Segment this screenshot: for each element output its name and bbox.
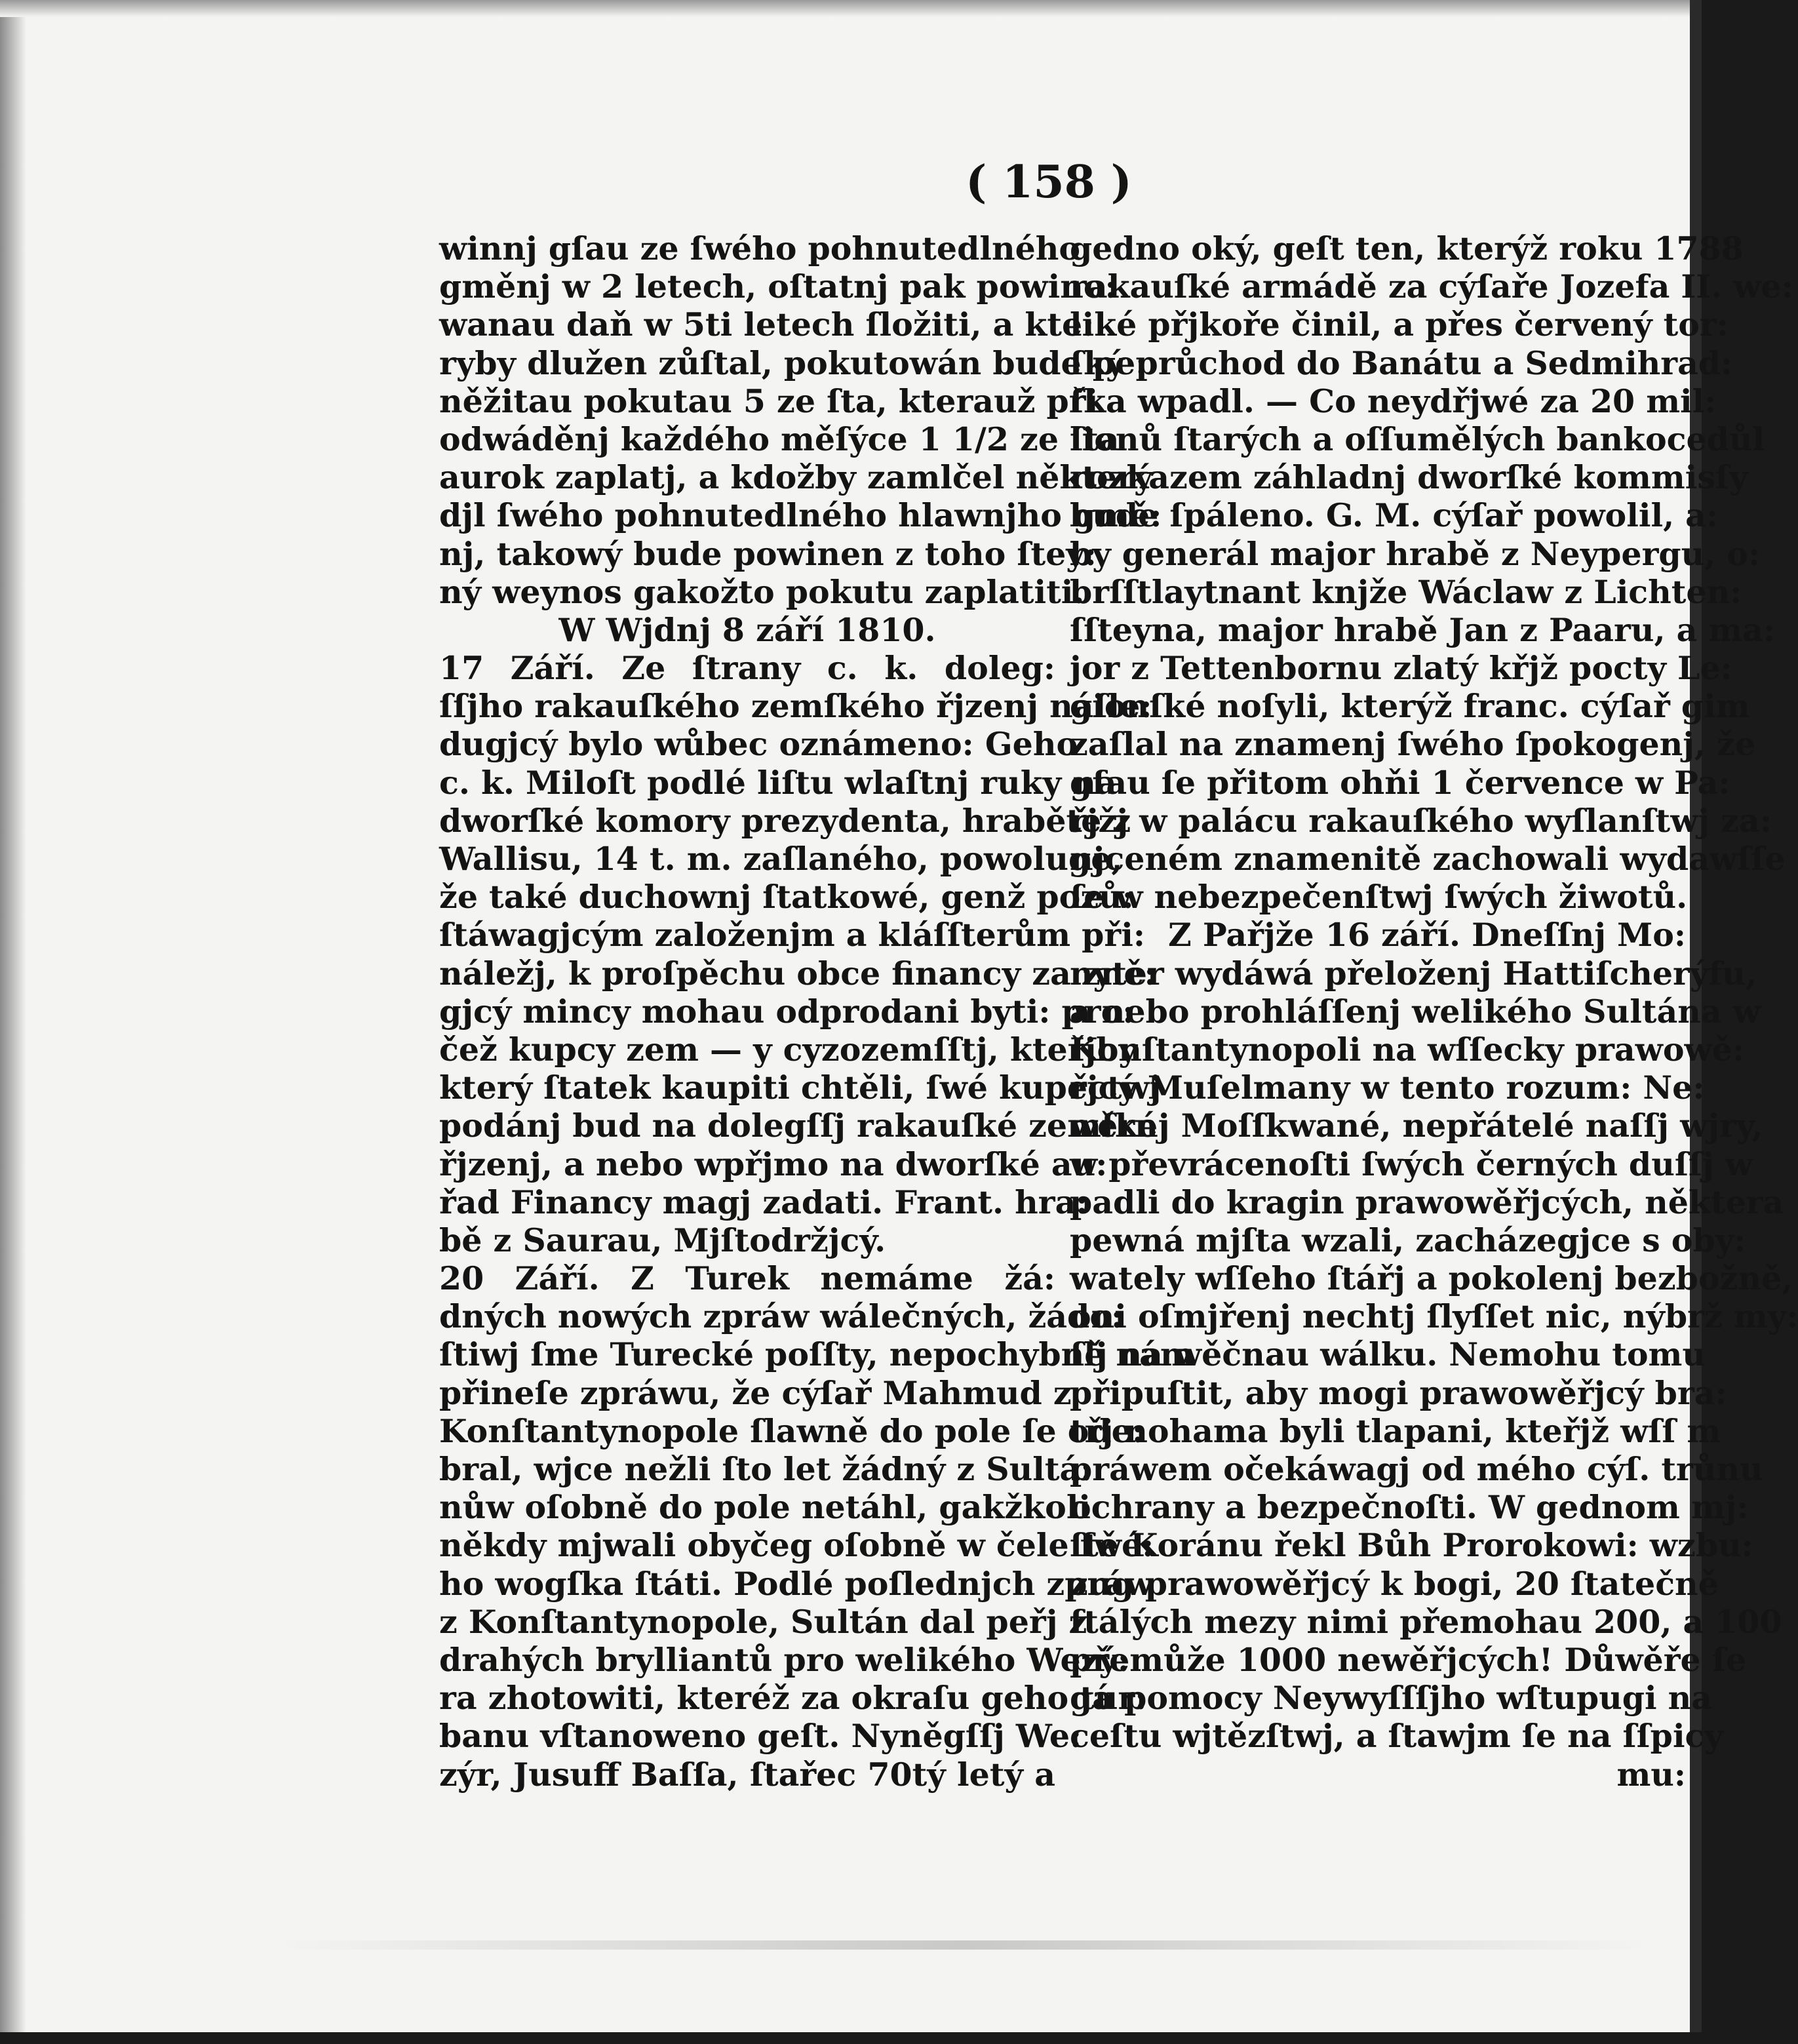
text-line: lionů ſtarých a oſſumělých bankocedůl [1070,420,1765,458]
text-line: práwem očekáwagj od mého cýſ. trůnu [1070,1450,1763,1488]
text-line: dných nowých zpráw wálečných, žádo: [439,1297,1124,1336]
text-line: gá pomocy Neywyſſſjho wſtupugi na [1070,1679,1713,1718]
text-line: zug prawowěřjcý k bogi, 20 ſtatečně [1070,1564,1719,1603]
text-line: z Konſtantynopole, Sultán dal peřj z [439,1602,1087,1641]
text-line: oni oſmjřenj nechtj ſlyſſet nic, nýbrž my: [1070,1297,1798,1336]
left-column [439,229,1194,1794]
text-line: přineſe zpráwu, že cýſař Mahmud z [439,1373,1072,1412]
text-line: Konſtantynopole ſlawně do pole ſe ode: [439,1411,1144,1450]
text-line: ſtě Koránu řekl Bůh Prorokowi: wzbu: [1070,1526,1753,1565]
text-line: jor z Tettenbornu zlatý křjž pocty Le: [1070,649,1732,688]
text-line: ochrany a bezpečnoſti. W gednom mj: [1070,1488,1749,1527]
text-line: dugjcý bylo wůbec oznámeno: Geho [439,725,1078,764]
text-line: nůw oſobně do pole netáhl, gakžkoli [439,1488,1091,1527]
text-line: W Wjdnj 8 září 1810. [558,610,936,649]
text-line: ſlj na wěčnau wálku. Nemohu tomu [1070,1335,1706,1374]
text-line: přemůže 1000 newěřjcých! Důwěře ſe [1070,1640,1747,1679]
text-line: ſký průchod do Banátu a Sedmihrad: [1070,344,1733,382]
text-line: řjcý Muſelmany w tento rozum: Ne: [1070,1069,1705,1107]
text-line: liké přjkoře činil, a přes červený tor: [1070,305,1729,344]
text-line: ceſtu wjtězſtwj, a ſtawjm ſe na ſſpicy [1070,1717,1723,1756]
text-line: mu: [1616,1755,1686,1794]
text-line: ſtiwj ſme Turecké poſſty, nepochybně nám [439,1335,1194,1374]
text-line: Wallisu, 14 t. m. zaſlaného, powoluge, [439,840,1123,878]
text-line: wěrnj Moſſkwané, nepřátelé naſſj wjry, [1070,1107,1763,1145]
text-line: bě z Saurau, Mjſtodržjcý. [439,1221,886,1259]
text-line: gedno oký, geſt ten, kterýž roku 1788 [1070,229,1744,267]
text-line: čež kupcy zem — y cyzozemſſtj, kteřjby [439,1030,1137,1069]
right-column [1070,229,1798,1794]
text-line: 17 Září. Ze ſtrany c. k. doleg: [439,649,1055,688]
text-line: podánj bud na dolegſſj rakauſké zemſké [439,1107,1158,1145]
text-line: ſtálých mezy nimi přemohau 200, a 100 [1070,1602,1782,1641]
text-line: někdy mjwali obyčeg oſobně w čele ſwé: [439,1526,1154,1565]
text-line: banu vſtanoweno geſt. Nyněgſſj We: [439,1717,1082,1756]
text-line: brſſtlaytnant knjže Wáclaw z Lichten: [1070,572,1742,611]
text-line: že také duchownj ſtatkowé, genž pozů: [439,878,1134,916]
text-line: třj nohama byli tlapani, kteřjž wſſ m [1070,1411,1721,1450]
text-line: winnj gſau ze ſwého pohnutedlného [439,229,1081,267]
text-line: ryby dlužen zůſtal, pokutowán bude pe: [439,344,1148,382]
text-line: řjzenj, a nebo wpřjmo na dworſké au: [439,1145,1108,1183]
text-line: ſka wpadl. — Co neydřjwé za 20 mil: [1070,382,1717,420]
text-line: djl ſwého pohnutedlného hlawnjho gmě: [439,496,1162,535]
text-line: by generál major hrabě z Neypergu, o: [1070,534,1761,573]
text-line: njceném znamenitě zachowali wydawſſe [1070,840,1786,878]
page-stain [275,1940,1652,1950]
text-line: něžitau pokutau 5 ze ſta, kterauž při [439,382,1099,420]
text-line: gſau ſe přitom ohňi 1 července w Pa: [1070,763,1730,802]
text-line: padli do kragin prawowěřjcých, některa [1070,1183,1784,1221]
text-line: a nebo prohláſſenj welikého Sultána w [1070,992,1761,1031]
text-line: gjcý mincy mohau odprodani byti: pro: [439,992,1135,1031]
text-line: připuſtit, aby mogi prawowěřjcý bra: [1070,1373,1727,1412]
text-line: rakauſké armádě za cýſaře Jozefa II. we: [1070,267,1793,306]
text-line: ra zhotowiti, kteréž za okraſu geho tur: [439,1679,1147,1718]
text-line: c. k. Miloſt podlé liſtu wlaſtnj ruky na [439,763,1117,802]
text-line: gměnj w 2 letech, oſtatnj pak powino: [439,267,1117,306]
text-line: který ſtatek kaupiti chtěli, ſwé kupectwj [439,1069,1162,1107]
text-line: 20 Září. Z Turek nemáme žá: [439,1259,1055,1298]
text-line: Z Pařjže 16 září. Dneſſnj Mo: [1168,916,1686,954]
text-line: gionſké noſyli, kterýž franc. cýſař gim [1070,687,1750,726]
text-line: ſtáwagjcým založenjm a kláſſterům při: [439,916,1145,954]
text-line: aurok zaplatj, a kdožby zamlčel některý [439,458,1153,497]
text-line: ho wogſka ſtáti. Podlé poſlednjch zpráw [439,1564,1153,1603]
text-line: rozkazem záhladnj dworſké kommisſy [1070,458,1748,497]
text-line: ný weynos gakožto pokutu zaplatiti. [439,572,1085,611]
text-line: ſe w nebezpečenſtwj ſwých žiwotů. [1070,878,1688,916]
text-line: w převrácenoſti ſwých černých duſſj w [1070,1145,1753,1183]
text-line: zaſlal na znamenj ſwého ſpokogenj, že [1070,725,1756,764]
text-line: zýr, Jusuff Baſſa, ſtařec 70tý letý a [439,1755,1055,1794]
text-line: dworſké komory prezydenta, hraběte z [439,801,1131,840]
text-line: náležj, k proſpěchu obce financy za zně: [439,954,1156,993]
text-line: řjžj w palácu rakauſkého wyſlanſtwj za: [1070,801,1772,840]
page-number: ( 158 ) [966,156,1132,208]
text-line: ſſjho rakauſkého zemſkého řjzenj náſle: [439,687,1152,726]
text-line: Konſtantynopoli na wſſecky prawowě: [1070,1030,1744,1069]
text-line: drahých brylliantů pro welikého Wezý: [439,1640,1130,1679]
text-line: řad Financy magj zadati. Frant. hra: [439,1183,1088,1221]
text-line: odwáděnj každého měſýce 1 1/2 ze ſta [439,420,1120,458]
text-line: wanau daň w 5ti letech ſložiti, a kte: [439,305,1095,344]
text-line: nyter wydáwá přeloženj Hattiſcherýfu, [1070,954,1757,993]
text-line: ſſteyna, major hrabě Jan z Paaru, a ma: [1070,610,1776,649]
text-line: wately wſſeho ſtářj a pokolenj bezbožně, [1070,1259,1793,1298]
text-line: pewná mjſta wzali, zacházegjce s oby: [1070,1221,1746,1259]
text-line: bude ſpáleno. G. M. cýſař powolil, a: [1070,496,1719,535]
text-line: bral, wjce nežli ſto let žádný z Sultá: [439,1450,1093,1488]
text-line: nj, takowý bude powinen z toho ſtey: [439,534,1097,573]
